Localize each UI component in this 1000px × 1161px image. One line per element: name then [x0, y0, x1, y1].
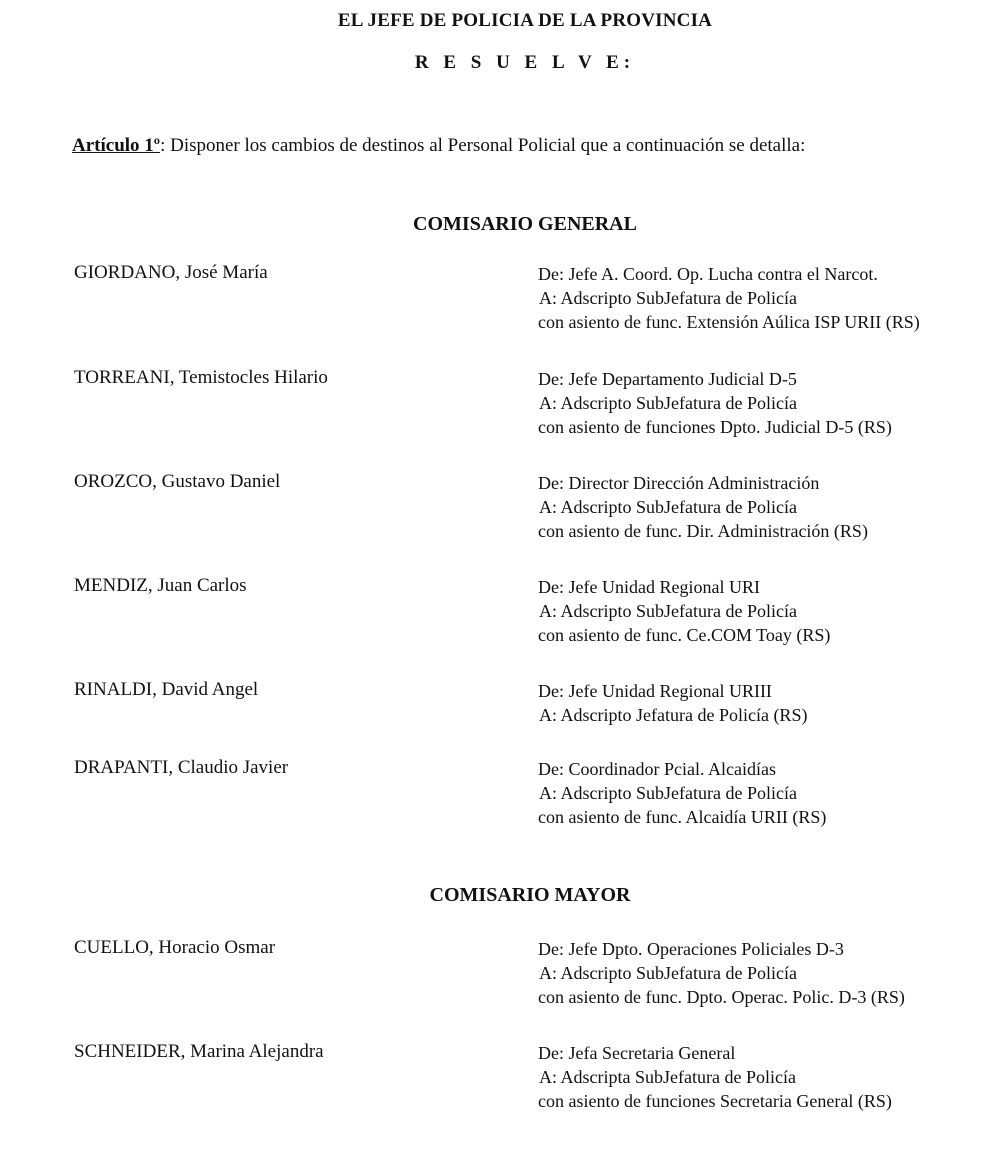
article-text: : Disponer los cambios de destinos al Personal Policial que a continuación se detalla:: [160, 135, 806, 156]
assignment-lines: [538, 367, 892, 439]
assignment-lines: [538, 679, 807, 727]
from-line: De: Coordinador Pcial. Alcaidías: [538, 759, 776, 779]
seat-line: con asiento de func. Extensión Aúlica ISP URII (RS): [538, 312, 920, 332]
to-line: A: Adscripta SubJefatura de Policía: [539, 1067, 796, 1087]
seat-line: con asiento de func. Alcaidía URII (RS): [538, 807, 827, 827]
seat-line: con asiento de func. Ce.COM Toay (RS): [538, 625, 831, 645]
section-heading-comisario-mayor: COMISARIO MAYOR: [429, 884, 631, 906]
seat-line: con asiento de func. Dpto. Operac. Polic. D-3 (RS): [538, 987, 905, 1007]
to-line: A: Adscripto SubJefatura de Policía: [539, 288, 797, 308]
officer-name: RINALDI, David Angel: [74, 679, 259, 700]
assignment-lines: [538, 262, 920, 334]
to-line: A: Adscripto SubJefatura de Policía: [539, 393, 797, 413]
officer-name: SCHNEIDER, Marina Alejandra: [74, 1041, 324, 1062]
to-line: A: Adscripto SubJefatura de Policía: [539, 601, 797, 621]
section-heading-comisario-general: COMISARIO GENERAL: [413, 213, 637, 235]
assignment-lines: [538, 757, 826, 829]
article-label: Artículo 1º: [72, 135, 161, 156]
assignment-lines: [538, 1041, 892, 1113]
from-line: De: Jefe A. Coord. Op. Lucha contra el Narcot.: [538, 264, 878, 284]
assignment-lines: [538, 937, 905, 1009]
officer-name: DRAPANTI, Claudio Javier: [74, 757, 289, 778]
officer-name: CUELLO, Horacio Osmar: [74, 937, 276, 958]
assignment-lines: [538, 471, 868, 543]
seat-line: con asiento de funciones Dpto. Judicial D-5 (RS): [538, 417, 892, 437]
document-title: EL JEFE DE POLICIA DE LA PROVINCIA: [337, 10, 713, 31]
document-subtitle: R E S U E L V E:: [414, 52, 636, 73]
to-line: A: Adscripto Jefatura de Policía (RS): [539, 705, 808, 725]
seat-line: con asiento de func. Dir. Administración (RS): [538, 521, 868, 541]
from-line: De: Jefe Departamento Judicial D-5: [538, 369, 797, 389]
officer-name: TORREANI, Temistocles Hilario: [74, 367, 328, 388]
officer-name: MENDIZ, Juan Carlos: [74, 575, 247, 596]
to-line: A: Adscripto SubJefatura de Policía: [539, 497, 797, 517]
assignment-lines: [538, 575, 830, 647]
from-line: De: Jefe Unidad Regional URIII: [538, 681, 772, 701]
article-paragraph: [72, 135, 805, 157]
from-line: De: Jefe Dpto. Operaciones Policiales D-3: [538, 939, 844, 959]
seat-line: con asiento de funciones Secretaria General (RS): [538, 1091, 892, 1111]
officer-name: OROZCO, Gustavo Daniel: [74, 471, 281, 492]
from-line: De: Jefe Unidad Regional URI: [538, 577, 760, 597]
from-line: De: Jefa Secretaria General: [538, 1043, 736, 1063]
to-line: A: Adscripto SubJefatura de Policía: [539, 783, 797, 803]
to-line: A: Adscripto SubJefatura de Policía: [539, 963, 797, 983]
officer-name: GIORDANO, José María: [74, 262, 268, 283]
from-line: De: Director Dirección Administración: [538, 473, 820, 493]
